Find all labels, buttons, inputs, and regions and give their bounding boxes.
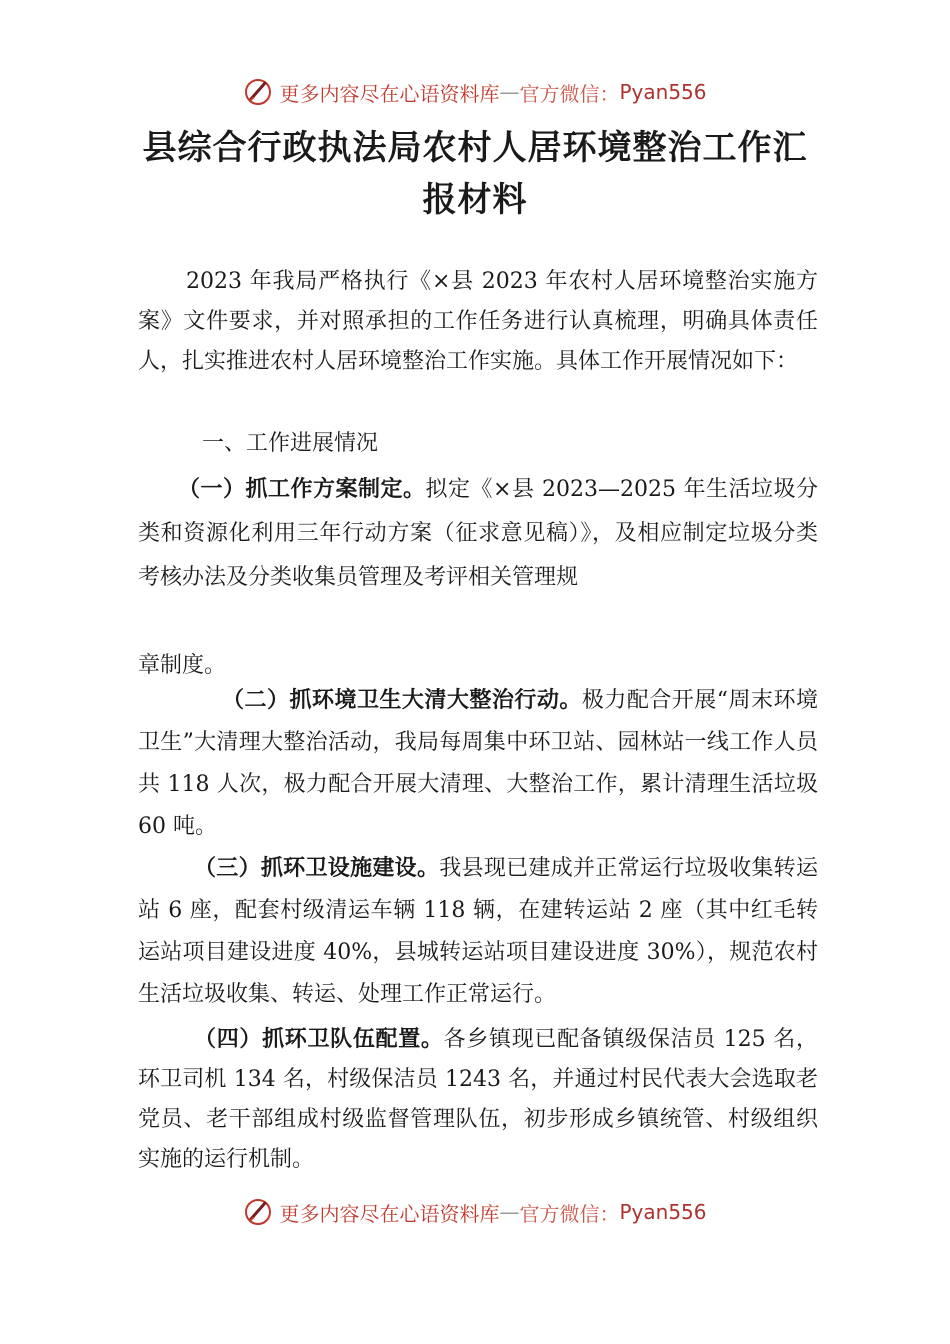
item-2-paragraph [138, 680, 818, 848]
item-3-paragraph [138, 848, 818, 1016]
title-line-1: 县综合行政执法局农村人居环境整治工作汇 [142, 128, 808, 168]
watermark-wechat-id: Pyan556 [619, 80, 707, 104]
item-1-paragraph [138, 468, 818, 600]
item-4-body: 各乡镇现已配备镇级保洁员 125 名，环卫司机 134 名，村级保洁员 1243 名，并通过村民代表大会选取老党员、老干部组成村级监督管理队伍，初步形成乡镇统管、村级组织实施的运行机制。 [138, 1027, 818, 1172]
watermark-wechat-label: 官方微信： [519, 81, 620, 106]
item-1-body: 拟定《×县 2023—2025 年生活垃圾分类和资源化利用三年行动方案（征求意见稿）》，及相应制定垃圾分类考核办法及分类收集员管理及考评相关管理规 [138, 477, 818, 590]
item-2-body: 极力配合开展“周末环境卫生”大清理大整治活动，我局每周集中环卫站、园林站一线工作人员共 118 人次，极力配合开展大清理、大整治工作，累计清理生活垃圾 60 吨。 [138, 688, 818, 839]
section-heading-1: 一、工作进展情况 [202, 431, 379, 456]
brush-logo-icon [243, 1197, 273, 1227]
intro-paragraph: 2023 年我局严格执行《×县 2023 年农村人居环境整治实施方案》文件要求，并对照承担的工作任务进行认真梳理，明确具体责任人，扎实推进农村人居环境整治工作实施。具体工作开展情况如下： [138, 269, 818, 374]
watermark-main-text: 更多内容尽在心语资料库 [279, 81, 500, 106]
brush-logo-icon [243, 77, 273, 107]
item-4-paragraph [138, 1020, 818, 1180]
item-4-lead: （四）抓环卫队伍配置。 [194, 1027, 444, 1052]
watermark-wechat-id: Pyan556 [619, 1200, 707, 1224]
item-3-body: 我县现已建成并正常运行垃圾收集转运站 6 座，配套村级清运车辆 118 辆，在建转运站 2 座（其中红毛转运站项目建设进度 40%，县城转运站项目建设进度 30%），规范农村生活垃圾收集、转运、处理工作正常运行。 [138, 856, 818, 1007]
item-3-lead: （三）抓环卫设施建设。 [194, 856, 440, 881]
item-1-tail: 章制度。 [138, 653, 227, 678]
title-line-2: 报材料 [422, 180, 528, 220]
item-2-lead: （二）抓环境卫生大清大整治行动。 [222, 688, 582, 713]
watermark-dash: — [499, 1200, 520, 1224]
watermark-main-text: 更多内容尽在心语资料库 [279, 1201, 500, 1226]
document-title [110, 122, 840, 226]
watermark-dash: — [499, 80, 520, 104]
item-1-lead: （一）抓工作方案制定。 [178, 477, 426, 502]
watermark-header [0, 72, 950, 112]
watermark-wechat-label: 官方微信： [519, 1201, 620, 1226]
watermark-footer [0, 1192, 950, 1232]
